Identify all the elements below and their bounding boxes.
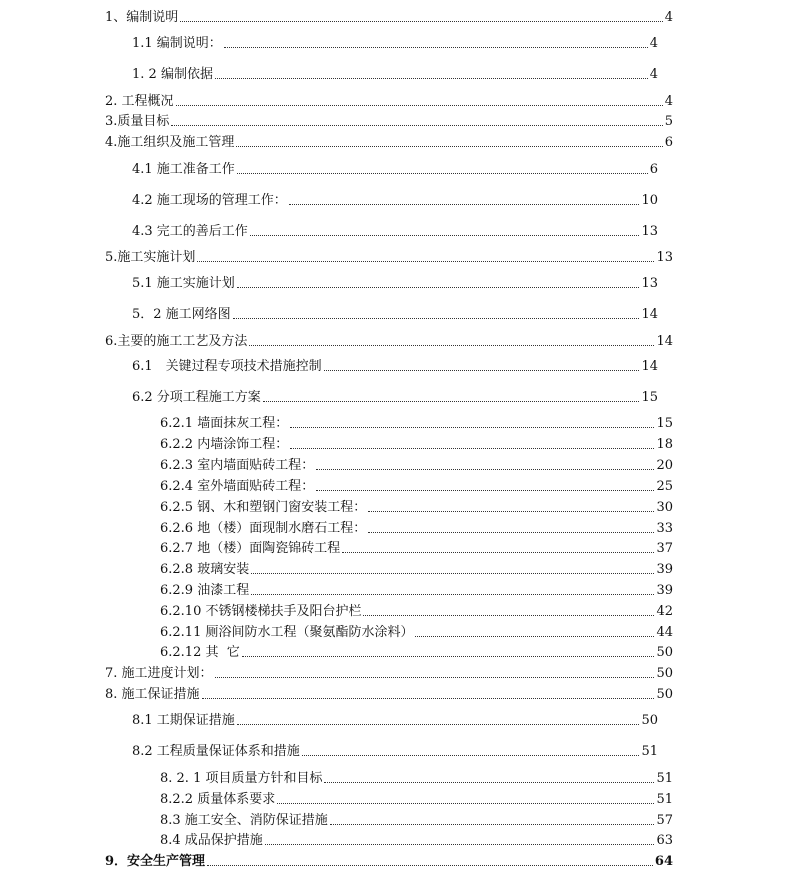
dot-leader <box>324 369 640 371</box>
dot-leader <box>215 676 655 678</box>
toc-entry-page-number: 44 <box>656 625 673 640</box>
toc-entry[interactable] <box>160 537 673 557</box>
dot-leader <box>316 489 654 491</box>
toc-entry[interactable] <box>160 558 673 578</box>
toc-entry-page-number: 4 <box>649 67 658 82</box>
dot-leader <box>289 203 640 205</box>
dot-leader <box>202 697 655 699</box>
toc-entry-page-number: 14 <box>641 307 658 322</box>
toc-entry-page-number: 15 <box>656 416 673 431</box>
toc-entry-title: 5．2 施工网络图 <box>132 307 231 322</box>
dot-leader <box>237 723 640 725</box>
toc-entry[interactable] <box>132 63 658 83</box>
toc-entry-title: 4.1 施工准备工作 <box>132 162 235 177</box>
toc-entry-page-number: 33 <box>656 521 673 536</box>
toc-entry-page-number: 39 <box>656 562 673 577</box>
dot-leader <box>342 551 654 553</box>
toc-entry-page-number: 20 <box>656 458 673 473</box>
toc-entry-page-number: 50 <box>656 645 673 660</box>
toc-entry[interactable] <box>160 454 673 474</box>
dot-leader <box>324 781 654 783</box>
toc-entry[interactable] <box>160 788 673 808</box>
toc-entry[interactable] <box>105 330 673 350</box>
toc-entry-title: 4.施工组织及施工管理 <box>105 135 235 150</box>
toc-entry[interactable] <box>132 220 658 240</box>
toc-entry-page-number: 14 <box>656 334 673 349</box>
dot-leader <box>197 260 654 262</box>
dot-leader <box>215 77 648 79</box>
dot-leader <box>224 46 648 48</box>
dot-leader <box>242 655 655 657</box>
toc-entry[interactable] <box>132 709 658 729</box>
toc-entry-page-number: 4 <box>664 94 673 109</box>
toc-entry-title: 4.2 施工现场的管理工作： <box>132 193 287 208</box>
toc-entry-title: 6.2.7 地（楼）面陶瓷锦砖工程 <box>160 541 341 556</box>
toc-entry-page-number: 5 <box>664 114 673 129</box>
dot-leader <box>176 104 663 106</box>
toc-entry-title: 8.2 工程质量保证体系和措施 <box>132 744 300 759</box>
toc-entry[interactable] <box>105 110 673 130</box>
toc-entry[interactable] <box>132 386 658 406</box>
toc-entry-title: 2. 工程概况 <box>105 94 174 109</box>
toc-entry-title: 3.质量目标 <box>105 114 170 129</box>
dot-leader <box>236 145 662 147</box>
dot-leader <box>277 802 654 804</box>
toc-entry[interactable] <box>160 829 673 849</box>
toc-entry-title: 1.1 编制说明： <box>132 36 222 51</box>
dot-leader <box>251 572 654 574</box>
toc-entry-title: 9．安全生产管理 <box>105 854 206 869</box>
dot-leader <box>290 447 654 449</box>
toc-entry[interactable] <box>105 90 673 110</box>
dot-leader <box>207 864 653 866</box>
toc-entry[interactable] <box>105 131 673 151</box>
toc-entry[interactable] <box>160 641 673 661</box>
toc-entry-title: 8.1 工期保证措施 <box>132 713 235 728</box>
dot-leader <box>265 843 655 845</box>
toc-entry-page-number: 13 <box>656 250 673 265</box>
toc-entry-page-number: 42 <box>656 604 673 619</box>
toc-entry-page-number: 63 <box>656 833 673 848</box>
toc-entry[interactable] <box>160 475 673 495</box>
toc-entry-title: 6.2.10 不锈钢楼梯扶手及阳台护栏 <box>160 604 362 619</box>
toc-entry[interactable] <box>132 272 658 292</box>
dot-leader <box>330 823 655 825</box>
toc-entry-page-number: 6 <box>649 162 658 177</box>
toc-entry[interactable] <box>160 412 673 432</box>
toc-entry-title: 6.2.4 室外墙面贴砖工程： <box>160 479 315 494</box>
toc-entry[interactable] <box>132 189 658 209</box>
toc-entry[interactable] <box>105 683 673 703</box>
toc-entry-title: 6.1 关键过程专项技术措施控制 <box>132 359 322 374</box>
toc-entry-page-number: 30 <box>656 500 673 515</box>
toc-entry[interactable] <box>132 32 658 52</box>
toc-entry[interactable] <box>160 600 673 620</box>
toc-entry-page-number: 13 <box>641 224 658 239</box>
dot-leader <box>250 234 640 236</box>
toc-entry-title: 6.主要的施工工艺及方法 <box>105 334 248 349</box>
toc-entry-page-number: 51 <box>656 792 673 807</box>
toc-entry-page-number: 4 <box>649 36 658 51</box>
toc-entry-page-number: 25 <box>656 479 673 494</box>
toc-entry-page-number: 50 <box>641 713 658 728</box>
toc-entry[interactable] <box>132 158 658 178</box>
toc-entry-title: 6.2.2 内墙涂饰工程： <box>160 437 289 452</box>
dot-leader <box>249 344 654 346</box>
dot-leader <box>263 400 640 402</box>
dot-leader <box>251 593 654 595</box>
toc-entry-title: 5.1 施工实施计划 <box>132 276 235 291</box>
toc-entry-title: 6.2.5 钢、木和塑钢门窗安装工程： <box>160 500 367 515</box>
toc-entry-title: 8.3 施工安全、消防保证措施 <box>160 813 328 828</box>
toc-entry-page-number: 15 <box>641 390 658 405</box>
dot-leader <box>290 426 654 428</box>
toc-entry[interactable] <box>160 579 673 599</box>
toc-entry[interactable] <box>105 6 673 26</box>
dot-leader <box>363 614 654 616</box>
toc-entry-title: 7. 施工进度计划： <box>105 666 213 681</box>
toc-entry-title: 6.2.3 室内墙面贴砖工程： <box>160 458 315 473</box>
toc-entry-title: 6.2 分项工程施工方案 <box>132 390 261 405</box>
dot-leader <box>237 286 640 288</box>
toc-entry[interactable] <box>160 496 673 516</box>
dot-leader <box>233 317 640 319</box>
toc-entry[interactable] <box>160 433 673 453</box>
toc-entry[interactable] <box>105 850 673 870</box>
toc-entry-title: 5.施工实施计划 <box>105 250 196 265</box>
toc-entry-title: 6.2.6 地（楼）面现制水磨石工程： <box>160 521 367 536</box>
toc-entry-title: 6.2.11 厕浴间防水工程（聚氨酯防水涂料） <box>160 625 414 640</box>
toc-entry-title: 6.2.12 其 它 <box>160 645 240 660</box>
toc-entry-page-number: 51 <box>641 744 658 759</box>
dot-leader <box>316 468 654 470</box>
toc-entry-title: 1. 2 编制依据 <box>132 67 213 82</box>
toc-entry-title: 8.4 成品保护措施 <box>160 833 263 848</box>
toc-entry-title: 6.2.1 墙面抹灰工程： <box>160 416 289 431</box>
toc-entry[interactable] <box>160 809 673 829</box>
dot-leader <box>415 635 654 637</box>
toc-entry-title: 8. 2. 1 项目质量方针和目标 <box>160 771 323 786</box>
toc-entry[interactable] <box>132 303 658 323</box>
dot-leader <box>237 172 648 174</box>
toc-entry[interactable] <box>105 662 673 682</box>
toc-entry-title: 6.2.9 油漆工程 <box>160 583 250 598</box>
toc-entry[interactable] <box>105 246 673 266</box>
toc-entry[interactable] <box>160 767 673 787</box>
toc-entry-page-number: 10 <box>641 193 658 208</box>
toc-entry-page-number: 13 <box>641 276 658 291</box>
toc-entry[interactable] <box>160 621 673 641</box>
toc-entry-page-number: 50 <box>656 687 673 702</box>
toc-entry-page-number: 50 <box>656 666 673 681</box>
toc-entry-page-number: 64 <box>654 854 673 869</box>
toc-entry-page-number: 37 <box>656 541 673 556</box>
toc-entry-title: 1、编制说明 <box>105 10 179 25</box>
toc-entry-page-number: 4 <box>664 10 673 25</box>
toc-entry-title: 8.2.2 质量体系要求 <box>160 792 276 807</box>
dot-leader <box>368 531 654 533</box>
dot-leader <box>368 510 654 512</box>
toc-entry-title: 6.2.8 玻璃安装 <box>160 562 250 577</box>
dot-leader <box>180 20 662 22</box>
dot-leader <box>302 754 640 756</box>
toc-entry-page-number: 57 <box>656 813 673 828</box>
toc-entry-title: 4.3 完工的善后工作 <box>132 224 248 239</box>
toc-entry-page-number: 18 <box>656 437 673 452</box>
toc-entry-title: 8. 施工保证措施 <box>105 687 200 702</box>
toc-entry-page-number: 39 <box>656 583 673 598</box>
toc-entry[interactable] <box>132 355 658 375</box>
toc-entry-page-number: 51 <box>656 771 673 786</box>
toc-entry[interactable] <box>160 517 673 537</box>
toc-entry[interactable] <box>132 740 658 760</box>
toc-entry-page-number: 6 <box>664 135 673 150</box>
toc-entry-page-number: 14 <box>641 359 658 374</box>
dot-leader <box>171 124 662 126</box>
